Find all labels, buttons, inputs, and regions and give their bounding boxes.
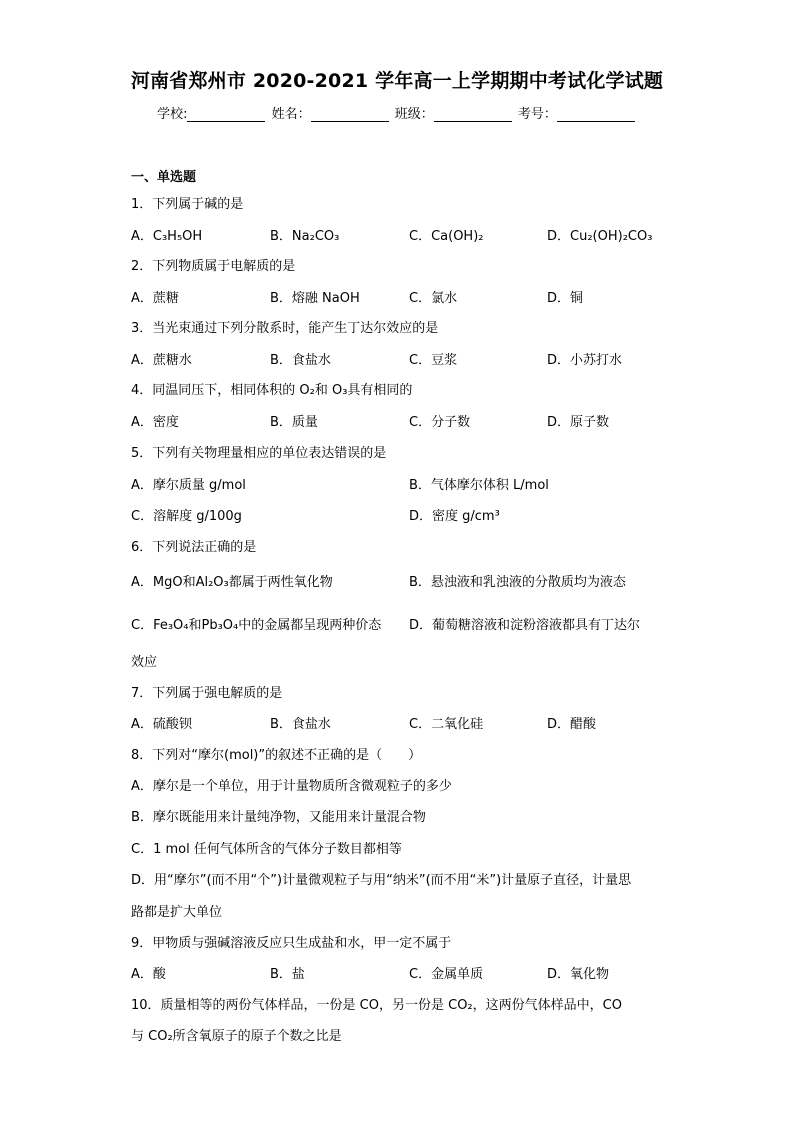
q4-option-c: C．分子数 xyxy=(409,415,471,430)
q1-option-a: A．C₃H₅OH xyxy=(131,229,203,244)
q2-option-c: C．氯水 xyxy=(409,291,458,306)
question-stem-9: 9．甲物质与强碱溶液反应只生成盐和水，甲一定不属于 xyxy=(131,936,452,951)
q5-option-b: B．气体摩尔体积 L/mol xyxy=(409,478,549,493)
exam-title: 河南省郑州市 2020-2021 学年高一上学期期中考试化学试题 xyxy=(130,70,664,92)
question-stem-4: 4．同温同压下，相同体积的 O₂和 O₃具有相同的 xyxy=(131,383,413,398)
q9-option-d: D．氧化物 xyxy=(547,967,610,982)
q3-option-c: C．豆浆 xyxy=(409,353,458,368)
q8-option-b: B．摩尔既能用来计量纯净物，又能用来计量混合物 xyxy=(131,810,426,825)
q5-option-c: C．溶解度 g/100g xyxy=(131,509,242,524)
question-stem-2: 2．下列物质属于电解质的是 xyxy=(131,259,296,274)
q7-option-b: B．食盐水 xyxy=(270,717,331,732)
school-blank[interactable] xyxy=(187,107,265,122)
q2-option-a: A．蔗糖 xyxy=(131,291,179,306)
q3-option-b: B．食盐水 xyxy=(270,353,331,368)
school-label: 学校: xyxy=(157,107,188,122)
q9-option-c: C．金属单质 xyxy=(409,967,484,982)
q8-option-a: A．摩尔是一个单位，用于计量物质所含微观粒子的多少 xyxy=(131,779,452,794)
q6-option-d-continued: 效应 xyxy=(131,655,158,670)
q1-option-c: C．Ca(OH)₂ xyxy=(409,229,484,244)
class-blank[interactable] xyxy=(434,107,512,122)
q9-option-b: B．盐 xyxy=(270,967,305,982)
question-stem-8: 8．下列对“摩尔(mol)”的叙述不正确的是（ ） xyxy=(131,748,422,763)
q6-option-d: D．葡萄糖溶液和淀粉溶液都具有丁达尔 xyxy=(409,618,641,633)
question-stem-6: 6．下列说法正确的是 xyxy=(131,540,257,555)
q6-option-a: A．MgO和Al₂O₃都属于两性氧化物 xyxy=(131,575,333,590)
exam-number-label: 考号： xyxy=(517,107,557,122)
question-stem-5: 5．下列有关物理量相应的单位表达错误的是 xyxy=(131,446,387,461)
q6-option-c: C．Fe₃O₄和Pb₃O₄中的金属都呈现两种价态 xyxy=(131,618,382,633)
q8-option-c: C．1 mol 任何气体所含的气体分子数目都相等 xyxy=(131,842,402,857)
q2-option-d: D．铜 xyxy=(547,291,584,306)
q5-option-a: A．摩尔质量 g/mol xyxy=(131,478,246,493)
q7-option-c: C．二氧化硅 xyxy=(409,717,484,732)
name-label: 姓名： xyxy=(271,107,311,122)
q8-option-d: D．用“摩尔”(而不用“个”)计量微观粒子与用“纳米”(而不用“米”)计量原子直径，计量思 xyxy=(131,873,632,888)
q1-option-b: B．Na₂CO₃ xyxy=(270,229,340,244)
student-info-line xyxy=(0,103,794,122)
section-heading: 一、单选题 xyxy=(131,170,197,185)
q7-option-a: A．硫酸钡 xyxy=(131,717,192,732)
q8-option-d-continued: 路都是扩大单位 xyxy=(131,905,223,920)
q7-option-d: D．醋酸 xyxy=(547,717,597,732)
question-stem-7: 7．下列属于强电解质的是 xyxy=(131,686,283,701)
question-stem-10: 10．质量相等的两份气体样品，一份是 CO，另一份是 CO₂，这两份气体样品中，CO xyxy=(131,998,622,1013)
question-stem-1: 1．下列属于碱的是 xyxy=(131,197,244,212)
question-stem-3: 3．当光束通过下列分散系时，能产生丁达尔效应的是 xyxy=(131,321,439,336)
q4-option-a: A．密度 xyxy=(131,415,179,430)
class-label: 班级： xyxy=(394,107,434,122)
name-blank[interactable] xyxy=(311,107,389,122)
q1-option-d: D．Cu₂(OH)₂CO₃ xyxy=(547,229,653,244)
exam-number-blank[interactable] xyxy=(557,107,635,122)
q4-option-b: B．质量 xyxy=(270,415,318,430)
q3-option-d: D．小苏打水 xyxy=(547,353,623,368)
q9-option-a: A．酸 xyxy=(131,967,166,982)
q2-option-b: B．熔融 NaOH xyxy=(270,291,360,306)
q4-option-d: D．原子数 xyxy=(547,415,610,430)
q5-option-d: D．密度 g/cm³ xyxy=(409,509,500,524)
q6-option-b: B．悬浊液和乳浊液的分散质均为液态 xyxy=(409,575,626,590)
q3-option-a: A．蔗糖水 xyxy=(131,353,192,368)
question-stem-10-continued: 与 CO₂所含氧原子的原子个数之比是 xyxy=(131,1029,342,1044)
